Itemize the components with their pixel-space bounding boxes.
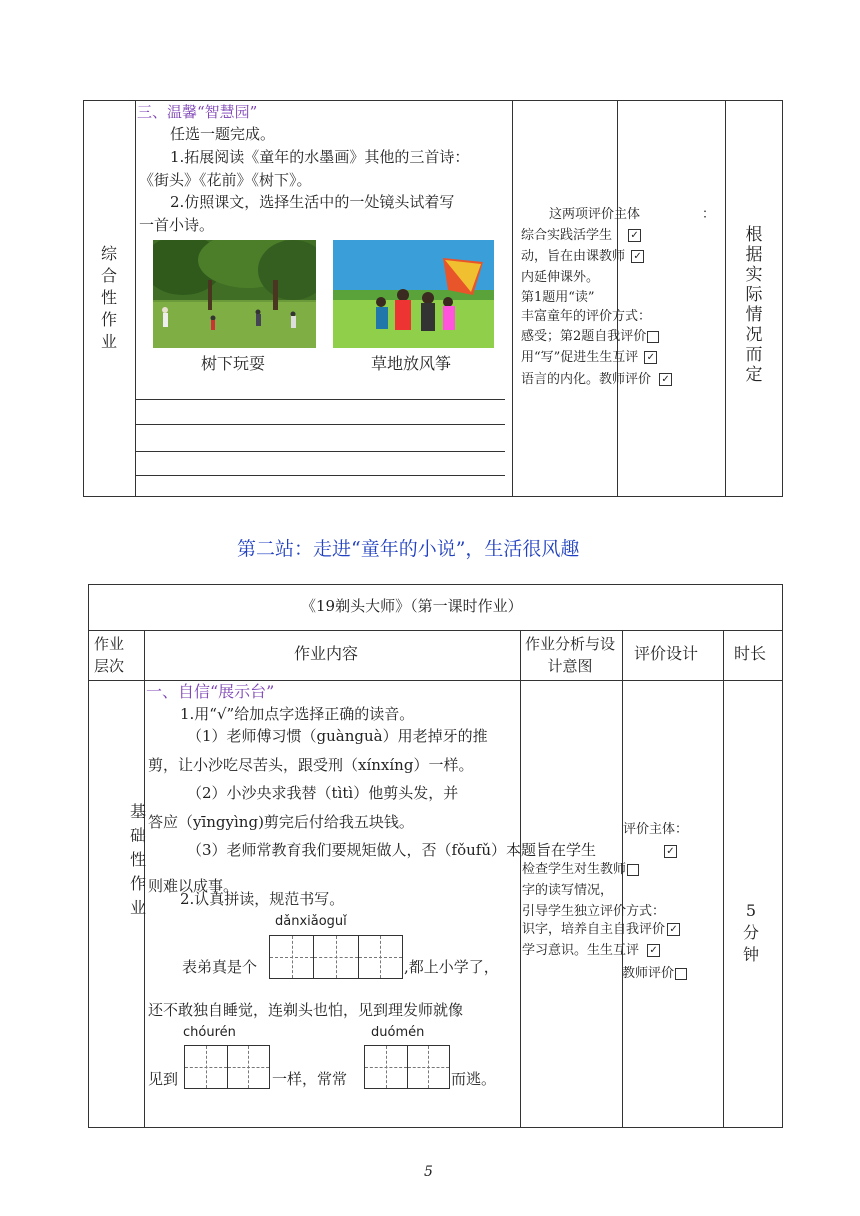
header-time: 时长 [734,644,767,663]
q1-sentence-2b: 答应（yīngyìng)剪完后付给我五块钱。 [148,813,414,831]
analysis-line: 学习意识。生生互评 ✓ [522,943,660,959]
colon-mark: ： [702,207,716,222]
analysis-line: 字的读写情况， [522,883,614,898]
section-heading-wisdom: 三、温馨“智慧园” [137,103,258,121]
section-heading-showcase: 一、自信“展示台” [146,682,275,701]
analysis-line: 教师评价 [622,966,687,982]
checkbox-empty-icon [627,864,639,876]
fill-line-1b: ,都上小学了， [404,958,499,976]
photo-caption-2: 草地放风筝 [371,354,452,373]
checkbox-empty-icon [647,331,659,343]
fill-line-3b: 一样，常常 [272,1070,348,1088]
pinyin-1: dǎnxiǎoguǐ [275,914,347,929]
page-number: 5 [424,1164,433,1180]
pinyin-3: duómén [371,1025,425,1040]
check-icon: ✓ [631,250,644,263]
fill-line-3a: 见到 [148,1070,179,1088]
fill-line-3c: 而逃。 [451,1070,497,1088]
analysis-line: 丰富童年的评价方式： [521,309,652,324]
analysis-line: 语言的内化。教师评价 ✓ [521,372,672,388]
duration-label: 5分钟 [742,901,759,964]
task-2-line-a: 2.仿照课文，选择生活中的一处镜头试着写 [170,193,455,211]
q1-sentence-1a: （1）老师傅习惯（guànguà）用老掉牙的推 [187,727,488,745]
analysis-line: 动，旨在由课教师 ✓ [521,249,644,265]
task-2-line-b: 一首小诗。 [139,216,215,234]
analysis-line: 识字，培养自主自我评价 ✓ [522,922,680,938]
q1-sentence-2a: （2）小沙央求我替（tìtì）他剪头发，并 [187,784,459,802]
analysis-line: 综合实践活学生 ✓ [521,228,641,244]
check-icon: ✓ [659,373,672,386]
q1-sentence-3a: （3）老师常教育我们要规矩做人，否（fǒufǔ）本题旨在学生 [187,841,597,859]
photo-caption-1: 树下玩耍 [201,354,266,373]
analysis-line: 检查学生对生教师 [522,862,639,878]
photo-flying-kite [333,240,494,348]
check-icon: ✓ [667,923,680,936]
check-icon: ✓ [628,229,641,242]
photo-playing-under-trees [153,240,316,348]
checkbox-empty-icon [675,968,687,980]
pinyin-2: chóurén [183,1025,236,1040]
eval-subject-label: 评价主体： [623,822,689,837]
task-1-line-b: 《街头》《花前》《树下》。 [139,171,312,189]
check-icon: ✓ [644,351,657,364]
check-icon: ✓ [664,845,677,858]
instruction-text: 任选一题完成。 [170,125,276,143]
analysis-line: 用“写”促进生生互评 ✓ [521,350,657,366]
header-analysis: 作业分析与设计意图 [524,635,615,675]
writing-grid-2[interactable] [184,1045,270,1089]
duration-label: 根据实际情况而定 [745,225,763,385]
analysis-line: 引导学生独立评价方式： [522,904,666,919]
q1-sentence-3b: 则难以成事。 [148,877,239,895]
table-title: 《19剃头大师》（第一课时作业） [301,597,523,615]
analysis-line: 第1题用“读” [521,290,595,305]
q1-instruction: 1.用“√”给加点字选择正确的读音。 [180,705,415,723]
header-level: 作业层次 [94,635,125,675]
analysis-line: 内延伸课外。 [521,270,600,285]
q1-sentence-1b: 剪，让小沙吃尽苦头，跟受刑（xínxíng）一样。 [148,756,474,774]
fill-line-1a: 表弟真是个 [182,958,258,976]
check-icon: ✓ [647,944,660,957]
task-1-line-a: 1.拓展阅读《童年的水墨画》其他的三首诗： [170,148,470,166]
header-eval: 评价设计 [634,644,699,663]
writing-grid-3[interactable] [364,1045,450,1089]
level-label-basic: 基础性作业 [129,802,146,917]
station-title: 第二站：走进“童年的小说”，生活很风趣 [237,538,580,560]
level-label-comprehensive: 综合性作业 [100,244,117,351]
writing-grid-1[interactable] [269,935,403,979]
analysis-line: 感受；第2题自我评价 [521,329,659,345]
q2-instruction: 2.认真拼读，规范书写。 [180,890,345,908]
header-content: 作业内容 [294,644,359,663]
analysis-line: 这两项评价主体 [549,207,641,222]
fill-line-2: 还不敢独自睡觉，连剃头也怕，见到理发师就像 [148,1001,464,1019]
